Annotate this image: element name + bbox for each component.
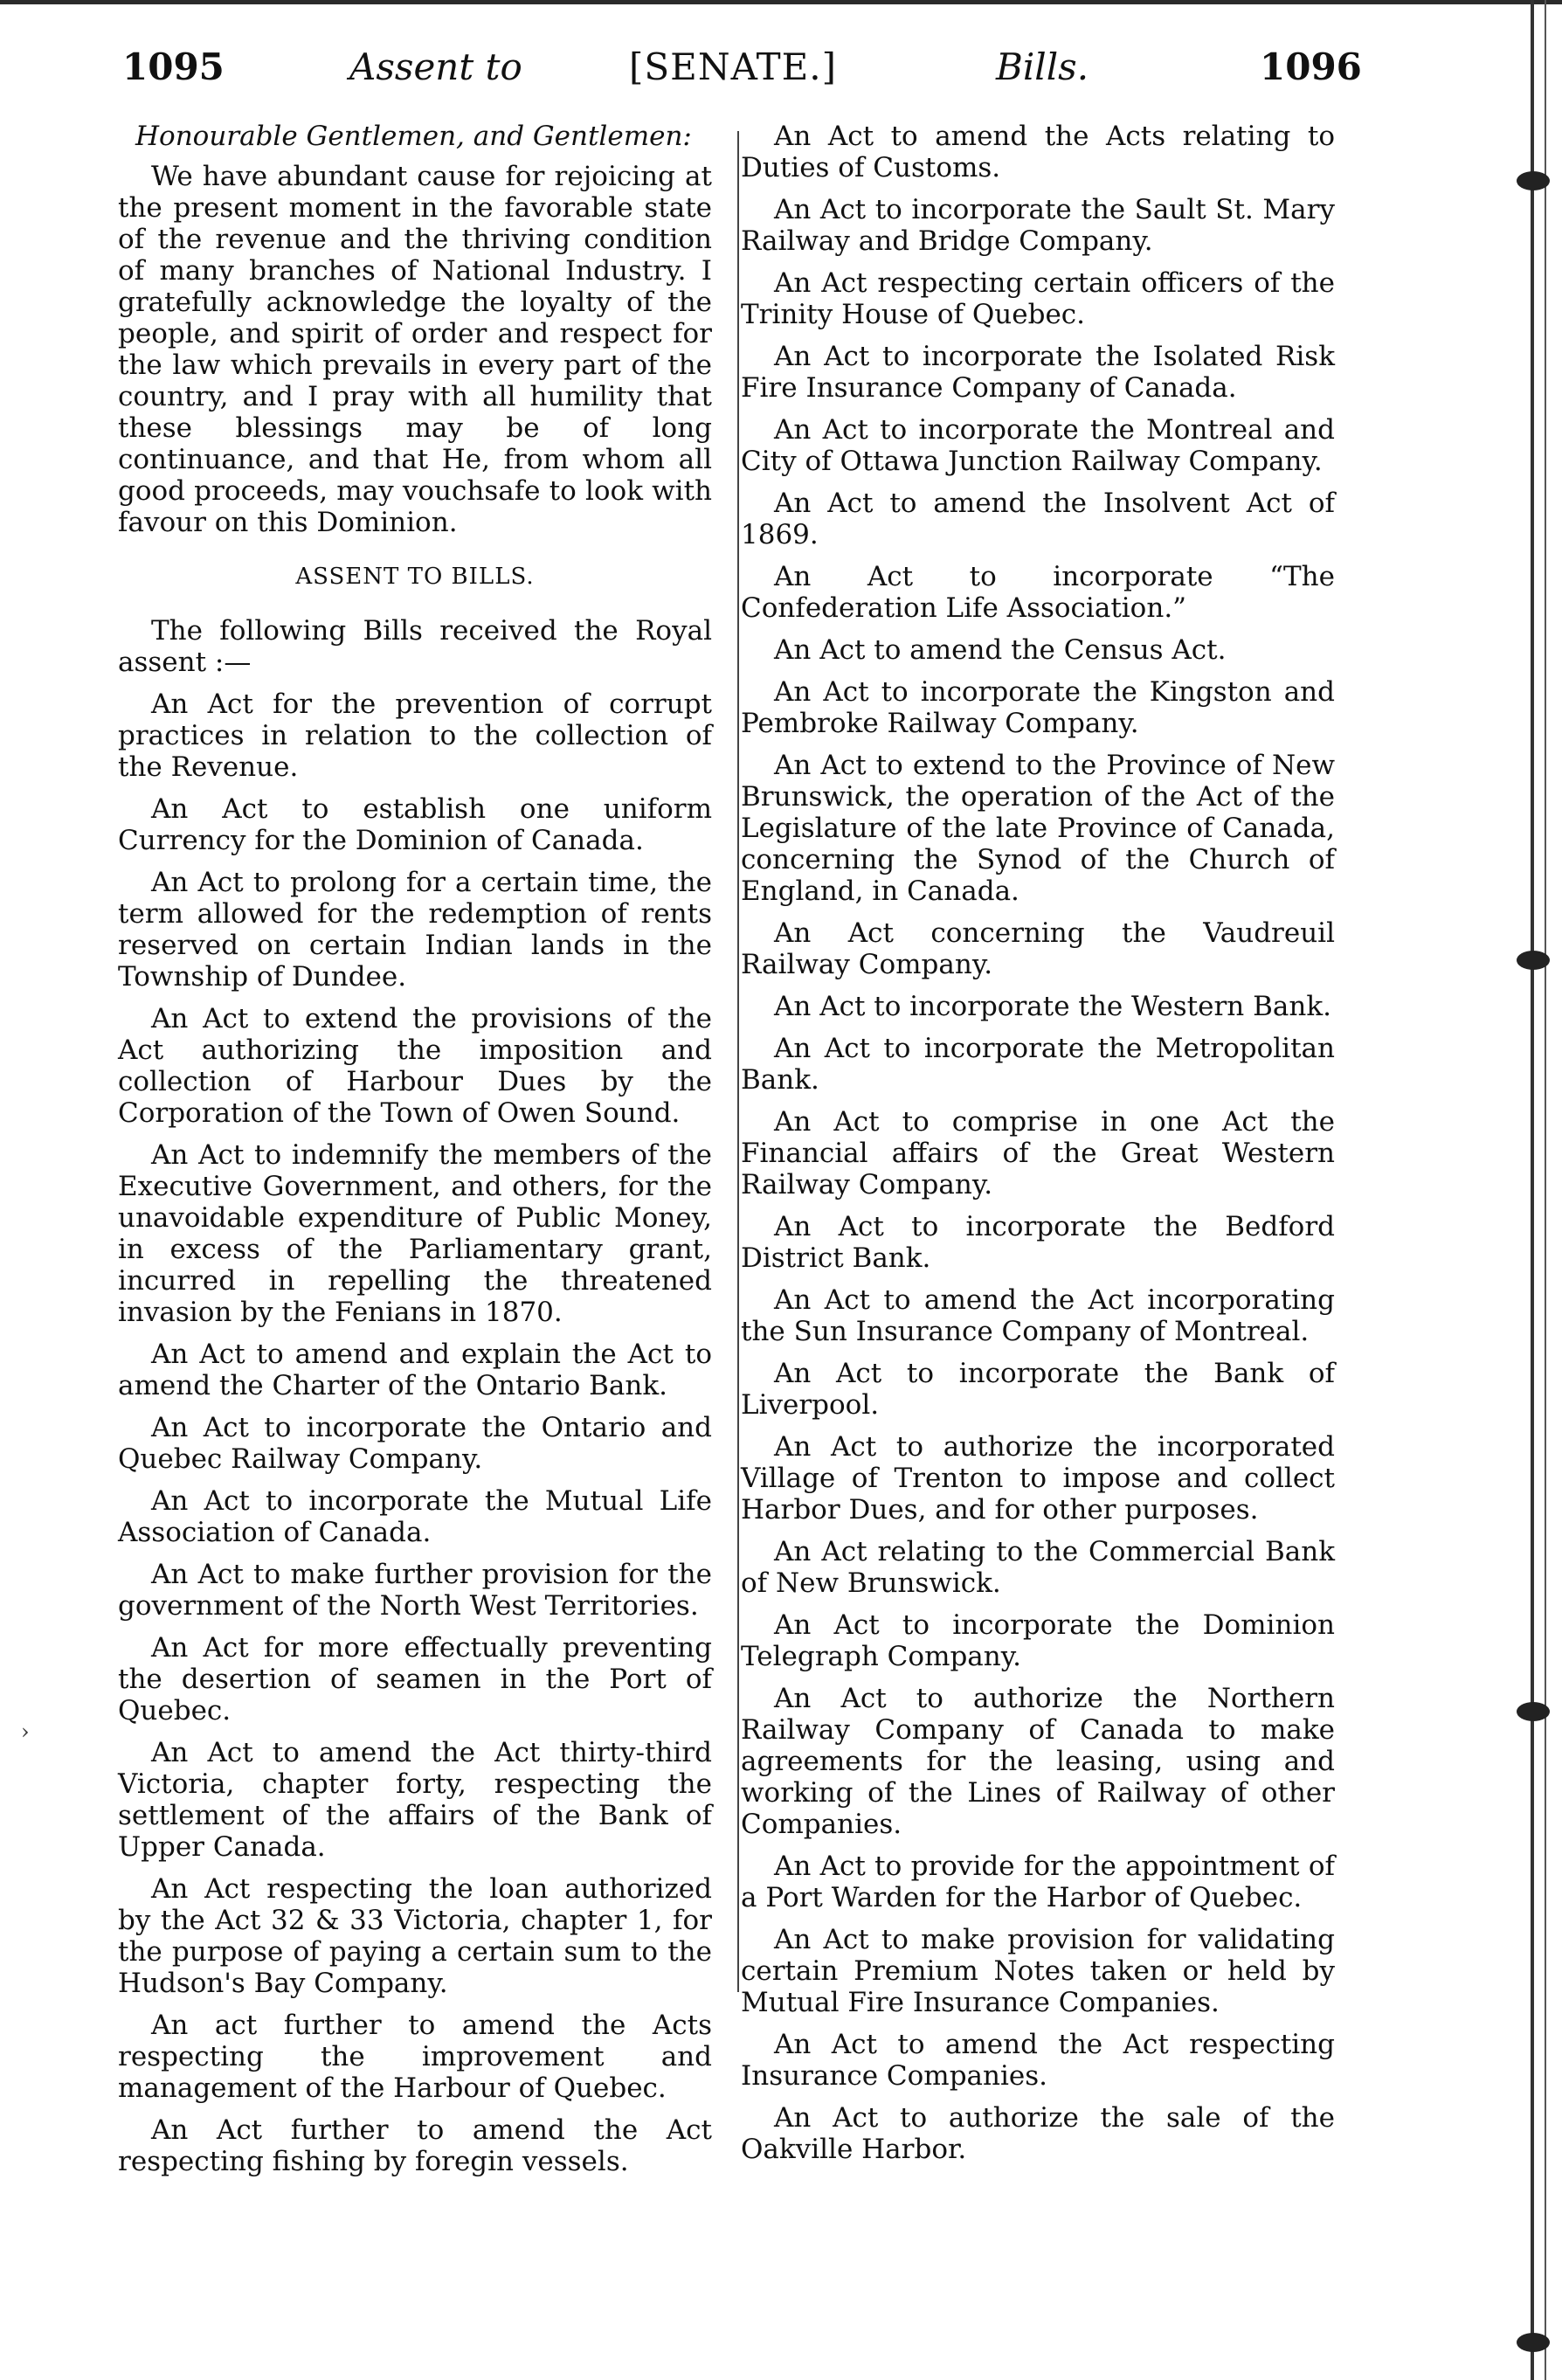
act-item: An Act to authorize the sale of the Oakville Harbor. — [741, 2102, 1335, 2165]
act-item: An Act to amend the Act thirty-third Victoria, chapter forty, respecting the settlement of the affairs of the Bank of Upper Canada. — [118, 1737, 712, 1863]
act-item: An Act to establish one uniform Currency for the Dominion of Canada. — [118, 793, 712, 856]
binding-mark — [1517, 171, 1550, 190]
act-item: An Act to incorporate the Montreal and City of Ottawa Junction Railway Company. — [741, 414, 1335, 477]
act-item: An Act to incorporate the Mutual Life Association of Canada. — [118, 1485, 712, 1548]
page-binding-edge — [1504, 0, 1562, 2380]
section-title: ASSENT TO BILLS. — [295, 564, 535, 590]
page-top-border — [0, 0, 1562, 4]
binding-mark — [1517, 2333, 1550, 2352]
right-acts-list — [741, 121, 1335, 2165]
act-item: An Act to amend the Insolvent Act of 1869. — [741, 488, 1335, 550]
act-item: An Act to make further provision for the government of the North West Territories. — [118, 1559, 712, 1622]
act-item: An Act to incorporate the Kingston and Pembroke Railway Company. — [741, 676, 1335, 739]
binding-rule-secondary — [1545, 0, 1546, 2380]
act-item: An Act to make provision for validating certain Premium Notes taken or held by Mutual Fire Insurance Companies. — [741, 1924, 1335, 2018]
act-item: An Act to incorporate the Isolated Risk Fire Insurance Company of Canada. — [741, 341, 1335, 404]
act-item: An Act to authorize the Northern Railway Company of Canada to make agreements for the leasing, using and working of the Lines of Railway of other Companies. — [741, 1683, 1335, 1840]
act-item: An Act to incorporate the Bank of Liverpool. — [741, 1358, 1335, 1421]
running-head-center: [SENATE.] — [629, 45, 838, 88]
act-item: An Act respecting the loan authorized by the Act 32 & 33 Victoria, chapter 1, for the purpose of paying a certain sum to the Hudson's Bay Company. — [118, 1873, 712, 1999]
margin-mark: › — [21, 1719, 30, 1744]
act-item: An Act to incorporate the Sault St. Mary Railway and Bridge Company. — [741, 194, 1335, 257]
act-item: An Act to incorporate the Ontario and Quebec Railway Company. — [118, 1412, 712, 1475]
page-number-right: 1096 — [1260, 45, 1362, 88]
act-item: An Act to amend the Act incorporating the Sun Insurance Company of Montreal. — [741, 1284, 1335, 1347]
act-item: An Act respecting certain officers of the Trinity House of Quebec. — [741, 267, 1335, 330]
binding-rule — [1531, 0, 1534, 2380]
left-column — [118, 121, 712, 2188]
act-item: An Act for the prevention of corrupt practices in relation to the collection of the Revenue. — [118, 688, 712, 783]
column-divider — [737, 131, 739, 1992]
act-item: An Act to incorporate the Bedford District Bank. — [741, 1211, 1335, 1274]
act-item: An Act to authorize the incorporated Village of Trenton to impose and collect Harbor Dues, and for other purposes. — [741, 1431, 1335, 1526]
left-acts-list — [118, 688, 712, 2177]
act-item: An Act further to amend the Act respecting fishing by foregin vessels. — [118, 2114, 712, 2177]
act-item: An Act to amend and explain the Act to amend the Charter of the Ontario Bank. — [118, 1339, 712, 1401]
act-item: An Act for more effectually preventing the desertion of seamen in the Port of Quebec. — [118, 1632, 712, 1726]
running-head-right: Bills. — [996, 45, 1089, 88]
binding-mark — [1517, 1702, 1550, 1721]
act-item: An Act to extend to the Province of New Brunswick, the operation of the Act of the Legislature of the late Province of Canada, concerning the Synod of the Church of England, in Canada. — [741, 750, 1335, 907]
act-item: An Act concerning the Vaudreuil Railway Company. — [741, 917, 1335, 980]
act-item: An Act to indemnify the members of the Executive Government, and others, for the unavoidable expenditure of Public Money, in excess of the Parliamentary grant, incurred in repelling the threatened invasion by the Fenians in 1870. — [118, 1139, 712, 1328]
act-item: An Act to comprise in one Act the Financial affairs of the Great Western Railway Company. — [741, 1106, 1335, 1200]
act-item: An Act to amend the Census Act. — [774, 634, 1227, 666]
binding-mark — [1517, 951, 1550, 970]
act-item: An Act to amend the Acts relating to Duties of Customs. — [741, 121, 1335, 183]
page-header — [122, 45, 1362, 98]
running-head-left: Assent to — [349, 45, 522, 88]
act-item: An Act to prolong for a certain time, the term allowed for the redemption of rents reserved on certain Indian lands in the Township of Dundee. — [118, 867, 712, 993]
act-item: An Act to incorporate the Dominion Telegraph Company. — [741, 1609, 1335, 1672]
act-item: An Act relating to the Commercial Bank of New Brunswick. — [741, 1536, 1335, 1599]
act-item: An Act to provide for the appointment of a Port Warden for the Harbor of Quebec. — [741, 1851, 1335, 1913]
act-item: An act further to amend the Acts respecting the improvement and management of the Harbour of Quebec. — [118, 2010, 712, 2104]
speech-paragraph: We have abundant cause for rejoicing at the present moment in the favorable state of the revenue and the thriving condition of many branches of National Industry. I gratefully acknowledge the loyalty of the people, and spirit of order and respect for the law which prevails in every part of the country, and I pray with all humility that these blessings may be of long continuance, and that He, from whom all good proceeds, may vouchsafe to look with favour on this Dominion. — [118, 161, 712, 538]
act-item: An Act to amend the Act respecting Insurance Companies. — [741, 2029, 1335, 2092]
page-number-left: 1095 — [122, 45, 225, 88]
act-item: An Act to incorporate “The Confederation Life Association.” — [741, 561, 1335, 624]
act-item: An Act to incorporate the Metropolitan Bank. — [741, 1033, 1335, 1096]
act-item: An Act to extend the provisions of the Act authorizing the imposition and collection of Harbour Dues by the Corporation of the Town of Owen Sound. — [118, 1003, 712, 1129]
intro-paragraph: The following Bills received the Royal assent :— — [118, 615, 712, 678]
act-item: An Act to incorporate the Western Bank. — [774, 991, 1331, 1022]
right-column — [741, 121, 1335, 2176]
salutation: Honourable Gentlemen, and Gentlemen: — [135, 121, 692, 152]
